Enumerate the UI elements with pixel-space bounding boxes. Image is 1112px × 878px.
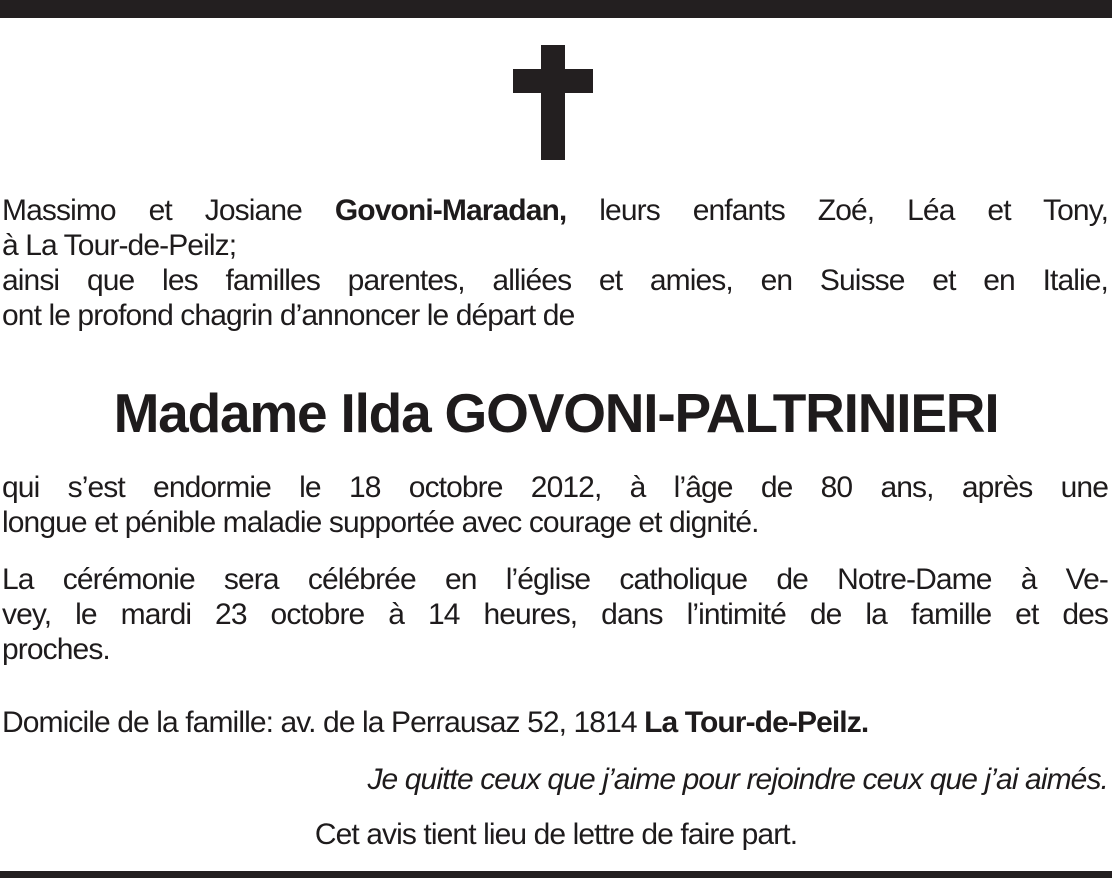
deceased-name: Madame Ilda GOVONI-PALTRINIERI — [113, 382, 999, 444]
intro-line-4: ont le profond chagrin d’annoncer le départ de — [2, 299, 575, 332]
ceremony-line-3: proches. — [2, 633, 110, 666]
intro-paragraph — [2, 193, 1108, 333]
cross-icon — [513, 45, 593, 160]
intro-line-2: à La Tour-de-Peilz; — [2, 229, 237, 262]
ceremony-line-2: vey, le mardi 23 octobre à 14 heures, dans l’intimité de la famille et des — [2, 598, 1108, 631]
domicile-paragraph — [2, 705, 1108, 740]
death-line-2: longue et pénible maladie supportée avec courage et dignité. — [2, 506, 759, 539]
death-line-1: qui s’est endormie le 18 octobre 2012, à l’âge de 80 ans, après une — [2, 471, 1108, 504]
notice-statement: Cet avis tient lieu de lettre de faire part. — [314, 818, 798, 851]
family-name: Govoni-Maradan, — [334, 194, 567, 227]
bottom-rule — [0, 871, 1112, 878]
ceremony-line-1: La cérémonie sera célébrée en l’église catholique de Notre-Dame à Ve- — [2, 563, 1108, 596]
memorial-quote: Je quitte ceux que j’aime pour rejoindre ceux que j’ai aimés. — [367, 763, 1108, 796]
domicile-address: Domicile de la famille: av. de la Perrausaz 52, 1814 — [2, 706, 645, 739]
domicile-place: La Tour-de-Peilz. — [644, 706, 869, 739]
intro-line-1: Massimo et Josiane Govoni-Maradan, leurs enfants Zoé, Léa et Tony, — [2, 194, 1108, 227]
top-rule — [0, 0, 1112, 18]
death-paragraph — [2, 470, 1108, 540]
intro-line-3: ainsi que les familles parentes, alliées et amies, en Suisse et en Italie, — [2, 264, 1108, 297]
ceremony-paragraph — [2, 562, 1108, 667]
